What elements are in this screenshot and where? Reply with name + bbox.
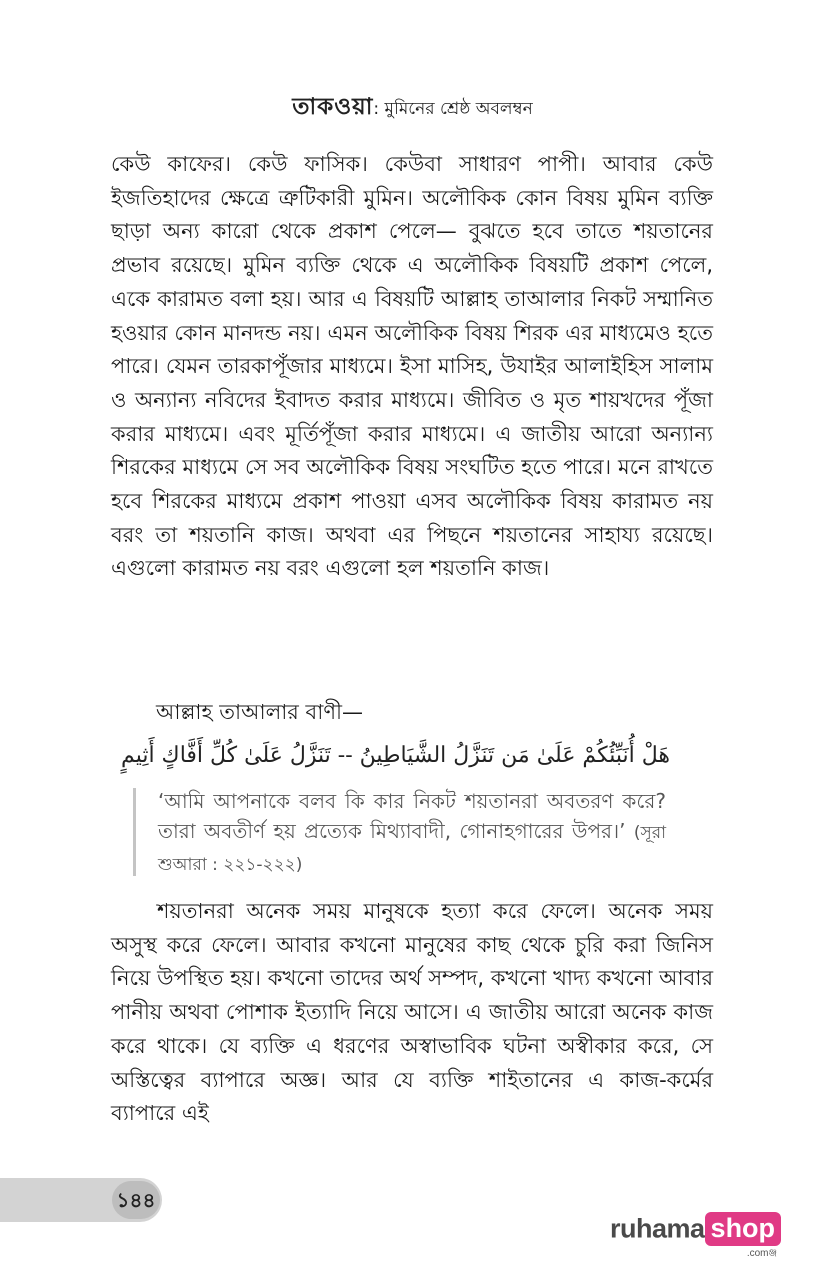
running-header (0, 88, 825, 127)
verse-translation (158, 786, 666, 880)
translation-text: ‘আমি আপনাকে বলব কি কার নিকট শয়তানরা অবতরণ করে? তারা অবতীর্ণ হয় প্রত্যেক মিথ্যাবাদী, গোনাহগারের উপর।’ (158, 789, 666, 843)
logo-text-ruhama: ruhama (610, 1213, 705, 1244)
translation-reference: (সূরা শুআরা : ২২১-২২২) (158, 823, 667, 875)
blockquote-bar (133, 788, 136, 876)
arabic-verse: هَلْ أُنَبِّئُكُمْ عَلَىٰ مَن تَنَزَّلُ الشَّيَاطِينُ -- تَنَزَّلُ عَلَىٰ كُلِّ أَفَّاكٍ أَثِيمٍ (121, 743, 670, 768)
logo-text-shop: shop (705, 1212, 782, 1246)
body-paragraph-1: কেউ কাফের। কেউ ফাসিক। কেউবা সাধারণ পাপী। আবার কেউ ইজতিহাদের ক্ষেত্রে ত্রুটিকারী মুমিন। অলৌকিক কোন বিষয় মুমিন ব্যক্তি ছাড়া অন্য কারো থেকে প্রকাশ পেলে— বুঝতে হবে তাতে শয়তানের প্রভাব রয়েছে। মুমিন ব্যক্তি থেকে এ অলৌকিক বিষয়টি প্রকাশ পেলে, একে কারামত বলা হয়। আর এ বিষয়টি আল্লাহ তাআলার নিকট সম্মানিত হওয়ার কোন মানদন্ড নয়। এমন অলৌকিক বিষয় শিরক এর মাধ্যমেও হতে পারে। যেমন তারকাপূঁজার মাধ্যমে। ইসা মাসিহ, উযাইর আলাইহিস সালাম ও অন্যান্য নবিদের ইবাদত করার মাধ্যমে। জীবিত ও মৃত শায়খদের পূঁজা করার মাধ্যমে। এবং মূর্তিপূঁজা করার মাধ্যমে। এ জাতীয় আরো অন্যান্য শিরকের মাধ্যমে সে সব অলৌকিক বিষয় সংঘটিত হতে পারে। মনে রাখতে হবে শিরকের মাধ্যমে প্রকাশ পাওয়া এসব অলৌকিক বিষয় কারামত নয় বরং তা শয়তানি কাজ। অথবা এর পিছনে শয়তানের সাহায্য রয়েছে। এগুলো কারামত নয় বরং এগুলো হল শয়তানি কাজ। (111, 152, 713, 581)
page-number: ১৪৪ (112, 1181, 160, 1219)
publisher-logo (610, 1212, 781, 1262)
quote-intro: আল্লাহ তাআলার বাণী— (156, 700, 364, 724)
body-paragraph-2: শয়তানরা অনেক সময় মানুষকে হত্যা করে ফেলে। অনেক সময় অসুস্থ করে ফেলে। আবার কখনো মানুষের কাছ থেকে চুরি করা জিনিস নিয়ে উপস্থিত হয়। কখনো তাদের অর্থ সম্পদ, কখনো খাদ্য কখনো আবার পানীয় অথবা পোশাক ইত্যাদি নিয়ে আসে। এ জাতীয় আরো অনেক কাজ করে থাকে। যে ব্যক্তি এ ধরণের অস্বাভাবিক ঘটনা অস্বীকার করে, সে অস্তিত্বের ব্যাপারে অজ্ঞ। আর যে ব্যক্তি শাইতানের এ কাজ-কর্মের ব্যাপারে এই (111, 899, 713, 1126)
header-subtitle: : মুমিনের শ্রেষ্ঠ অবলম্বন (373, 99, 533, 119)
header-brand: তাকওয়া (292, 94, 374, 120)
logo-text-domain: .comঞ্জ (746, 1248, 778, 1259)
